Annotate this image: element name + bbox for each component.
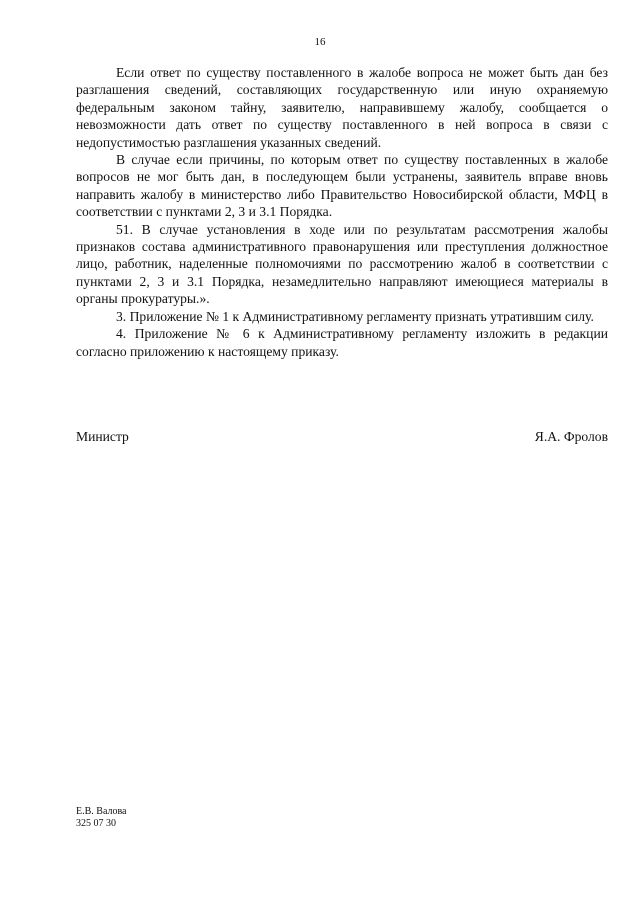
signatory-name: Я.А. Фролов (534, 429, 608, 444)
paragraph-resubmission: В случае если причины, по которым ответ по существу поставленных в жалобе вопросов не мог быть дан, в последующем были устранены, заявитель вправе вновь направить жалобу в министерство либо Правительство Новосибирской области, МФЦ в соответствии с пунктами 2, 3 и 3.1 Порядка. (76, 152, 608, 220)
paragraph-item-3: 3. Приложение № 1 к Административному регламенту признать утратившим силу. (116, 308, 594, 324)
document-body (76, 64, 608, 360)
paragraph-item-4: 4. Приложение № 6 к Административному регламенту изложить в редакции согласно приложению к настоящему приказу. (76, 326, 608, 359)
paragraph-51: 51. В случае установления в ходе или по результатам рассмотрения жалобы признаков состава административного правонарушения или преступления должностное лицо, работник, наделенные полномочиями по рассмотрению жалоб в соответствии с пунктами 2, 3 и 3.1 Порядка, незамедлительно направляют имеющиеся материалы в органы прокуратуры.». (76, 221, 608, 307)
executor-name: Е.В. Валова (76, 806, 127, 817)
executor-phone: 325 07 30 (76, 818, 116, 829)
page-number: 16 (314, 36, 326, 48)
signatory-position: Министр (76, 429, 129, 444)
executor-info (76, 806, 127, 830)
paragraph-nondisclosure: Если ответ по существу поставленного в жалобе вопроса не может быть дан без разглашения сведений, составляющих государственную или иную охраняемую федеральным законом тайну, заявителю, направившему жалобу, сообщается о невозможности дать ответ по существу поставленного в ней вопроса в связи с недопустимостью разглашения указанных сведений. (76, 65, 608, 150)
